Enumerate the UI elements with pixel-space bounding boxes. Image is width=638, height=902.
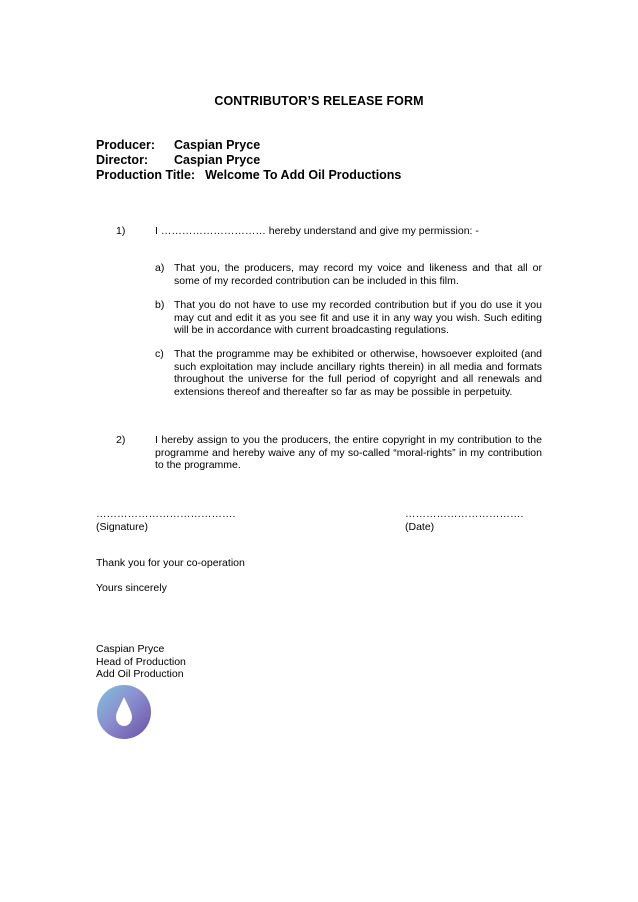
production-title-row	[96, 168, 401, 183]
director-value: Caspian Pryce	[174, 153, 261, 167]
production-title-value: Welcome To Add Oil Productions	[205, 168, 402, 182]
clause-1-intro: I ………………………… hereby understand and give my permission: -	[155, 225, 479, 237]
signer-company: Add Oil Production	[96, 668, 184, 680]
sub-clause-c-letter: c)	[155, 348, 164, 360]
signer-name: Caspian Pryce	[96, 643, 165, 655]
date-line: …………………………….	[405, 508, 524, 520]
signature-label: (Signature)	[96, 520, 148, 533]
date-label: (Date)	[405, 520, 435, 533]
clause-2-number: 2)	[116, 434, 126, 446]
producer-value: Caspian Pryce	[174, 138, 261, 152]
sub-clause-b-letter: b)	[155, 299, 165, 311]
sub-clause-b-text: That you do not have to use my recorded contribution but if you do use it you may cut and edit it as you see fit and use it in any way you wish. Such editing will be in accordance with current broadcasting regulations.	[174, 299, 542, 336]
clause-1-number: 1)	[116, 225, 126, 237]
thanks-text: Thank you for your co-operation	[96, 557, 245, 569]
sub-clause-b	[155, 299, 542, 337]
producer-row	[96, 138, 401, 153]
production-title-label: Production Title:	[96, 168, 196, 182]
sub-clause-a-text: That you, the producers, may record my voice and likeness and that all or some of my recorded contribution can be included in this film.	[174, 262, 542, 287]
signature-line: ………………………………….	[96, 508, 236, 520]
signature-block	[96, 508, 235, 533]
sub-clause-c	[155, 348, 542, 398]
sub-clause-a-letter: a)	[155, 262, 165, 274]
sub-clause-c-text: That the programme may be exhibited or otherwise, howsoever exploited (and such exploitation may include ancillary rights therein) in all media and formats throughout the universe for the full period of copyright and all renewals and extensions thereof and thereafter so far as may be possible in perpetuity.	[174, 348, 542, 398]
director-row	[96, 153, 401, 168]
clause-2-text: I hereby assign to you the producers, the entire copyright in my contribution to the programme and hereby waive any of my so-called “moral-rights” in my contribution to the programme.	[155, 434, 542, 471]
director-label: Director:	[96, 153, 149, 167]
sub-clause-a	[155, 262, 542, 287]
signer-role: Head of Production	[96, 655, 186, 668]
water-drop-logo-icon	[96, 684, 152, 740]
date-block	[405, 508, 523, 533]
signer-block	[96, 643, 186, 681]
sign-off-text: Yours sincerely	[96, 582, 167, 594]
form-title: CONTRIBUTOR’S RELEASE FORM	[214, 94, 424, 108]
production-details	[96, 138, 401, 183]
producer-label: Producer:	[96, 138, 156, 152]
